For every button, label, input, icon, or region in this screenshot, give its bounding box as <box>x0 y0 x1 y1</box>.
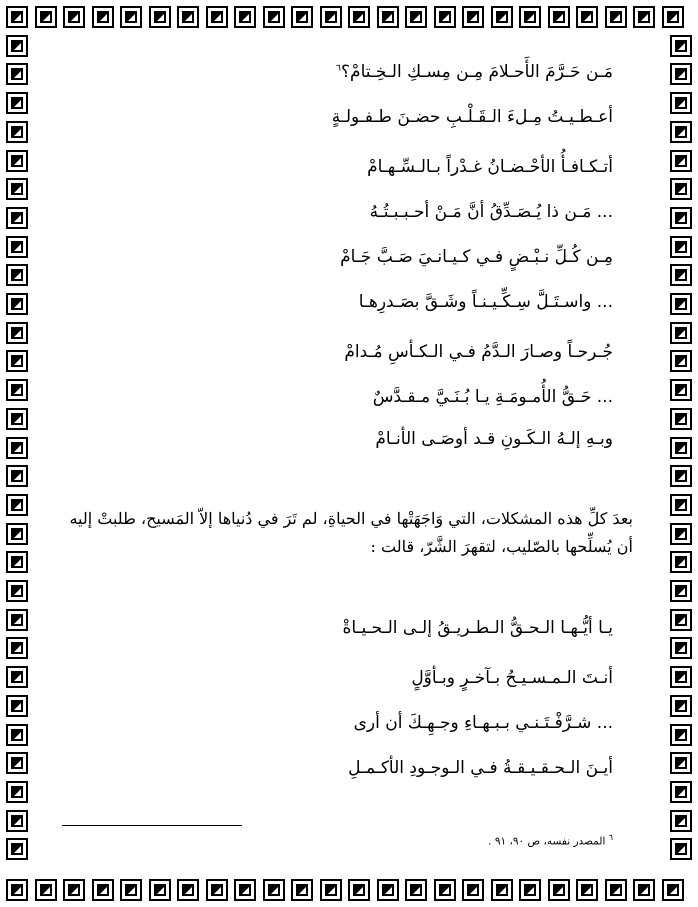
border-tile <box>670 350 692 372</box>
border-tile <box>377 879 399 901</box>
border-tile <box>6 35 28 57</box>
document-page <box>50 40 648 870</box>
footnote-separator <box>62 825 242 826</box>
footnote <box>488 833 613 848</box>
border-tile <box>6 6 28 28</box>
border-tile <box>6 666 28 688</box>
poem-line: جُـرحـاً وصـارَ الـدَّمُ فـي الـكـأسِ مُـدامْ <box>344 342 613 362</box>
border-tile <box>348 879 370 901</box>
border-tile <box>670 92 692 114</box>
poem-line: أتـكـافـأُ الأحْـضـانُ غـدْراً بـالـسِّـهـامْ <box>367 157 613 177</box>
border-tile <box>662 879 684 901</box>
border-tile <box>670 494 692 516</box>
border-tile <box>405 879 427 901</box>
border-tile <box>670 551 692 573</box>
border-tile <box>670 810 692 832</box>
poem-line: ... واسـتَـلَّ سِـكِّـيـنـاً وشَـقَّ بصَـدرِهـا <box>358 292 613 312</box>
border-tile <box>92 879 114 901</box>
border-tile <box>670 178 692 200</box>
border-tile <box>6 494 28 516</box>
border-tile <box>6 264 28 286</box>
border-tile <box>6 92 28 114</box>
border-tile <box>63 6 85 28</box>
border-tile <box>670 637 692 659</box>
border-tile <box>670 264 692 286</box>
border-tile <box>6 437 28 459</box>
poem-line: وبـهِ إلـهُ الـكَـونِ قـد أوصَـى الأنـامْ <box>375 429 613 449</box>
poem-line: أعـطـيـتُ مِـلءَ الـقَـلْـبِ حضـنَ طـفـولـةٍ <box>331 107 613 127</box>
border-tile <box>605 879 627 901</box>
border-tile <box>670 523 692 545</box>
border-tile <box>291 6 313 28</box>
prose-paragraph: بعدَ كلِّ هذه المشكلات، التي وَاجَهَتْها في الحياةِ، لم تَرَ في دُنياها إلاّ المَسيح، طلبتْ إليه أن يُسلِّحها بالصّليب، لتقهرَ الشَّرّ، قالت : <box>69 509 633 556</box>
border-tile <box>35 6 57 28</box>
poem-line: أيـنَ الـحـقـيـقـةُ فـي الـوجـودِ الأكـمـلِ <box>348 758 613 778</box>
border-tile <box>670 465 692 487</box>
border-tile <box>6 408 28 430</box>
border-tile <box>6 178 28 200</box>
border-tile <box>670 408 692 430</box>
border-tile <box>6 465 28 487</box>
border-tile <box>206 879 228 901</box>
footnote-text: المصدر نفسه، ص ٩٠، ٩١ . <box>488 835 606 848</box>
poem-line: ... شـرَّفْـتَـنـي بـبـهـاءِ وجـهِـكَ أن أرى <box>353 713 613 733</box>
border-tile <box>234 879 256 901</box>
border-tile <box>6 637 28 659</box>
border-tile <box>6 322 28 344</box>
border-tile <box>6 293 28 315</box>
border-tile <box>6 207 28 229</box>
border-tile <box>149 6 171 28</box>
poem-line: ... مَـن ذا يُـصَـدِّقُ أنَّ مَـنْ أحـبـبـتُـهُ <box>369 202 613 222</box>
poem-line: مِـن كُـلِّ نـبْـضٍ فـي كـيـانـيَ صَـبَّ جَـامْ <box>340 247 613 267</box>
border-tile <box>6 724 28 746</box>
border-tile <box>670 666 692 688</box>
border-tile <box>177 6 199 28</box>
poem-line: أنـتَ الـمـسـيـحُ بـآخـرٍ وبـأوَّلٍ <box>411 668 613 688</box>
border-tile <box>206 6 228 28</box>
border-tile <box>6 609 28 631</box>
border-tile <box>6 379 28 401</box>
border-tile <box>670 752 692 774</box>
border-tile <box>434 6 456 28</box>
border-tile <box>519 879 541 901</box>
border-tile <box>670 379 692 401</box>
border-tile <box>120 879 142 901</box>
border-tile <box>491 879 513 901</box>
poem-line: يـا أيُّـهـا الـحـقُّ الـطـريـقُ إلـى الـحـيـاةْ <box>342 618 613 638</box>
border-tile <box>35 879 57 901</box>
border-tile <box>6 752 28 774</box>
border-tile <box>120 6 142 28</box>
border-tile <box>670 437 692 459</box>
border-tile <box>605 6 627 28</box>
border-tile <box>6 695 28 717</box>
border-tile <box>519 6 541 28</box>
border-tile <box>576 6 598 28</box>
border-tile <box>670 322 692 344</box>
border-tile <box>263 6 285 28</box>
border-tile <box>92 6 114 28</box>
border-tile <box>6 63 28 85</box>
border-tile <box>670 580 692 602</box>
border-tile <box>670 724 692 746</box>
border-tile <box>6 551 28 573</box>
border-tile <box>434 879 456 901</box>
border-tile <box>633 6 655 28</box>
border-tile <box>670 293 692 315</box>
border-tile <box>63 879 85 901</box>
border-tile <box>670 207 692 229</box>
border-tile <box>662 6 684 28</box>
border-tile <box>6 879 28 901</box>
border-tile <box>405 6 427 28</box>
border-tile <box>670 236 692 258</box>
border-tile <box>149 879 171 901</box>
border-tile <box>320 6 342 28</box>
border-tile <box>348 6 370 28</box>
border-tile <box>670 609 692 631</box>
border-tile <box>6 523 28 545</box>
border-tile <box>6 810 28 832</box>
border-tile <box>670 838 692 860</box>
border-tile <box>670 695 692 717</box>
poem-line: ... حَـقُّ الأُمـومَـةِ يـا بُـنَـيَّ مـقـدَّسٌ <box>372 387 613 407</box>
border-tile <box>462 879 484 901</box>
border-tile <box>263 879 285 901</box>
border-tile <box>6 236 28 258</box>
border-tile <box>670 35 692 57</box>
border-tile <box>6 838 28 860</box>
border-tile <box>670 150 692 172</box>
border-tile <box>548 879 570 901</box>
border-tile <box>6 350 28 372</box>
footnote-reference: ٦ <box>336 63 342 74</box>
border-tile <box>670 121 692 143</box>
border-tile <box>6 121 28 143</box>
border-tile <box>291 879 313 901</box>
border-tile <box>6 580 28 602</box>
border-tile <box>320 879 342 901</box>
border-tile <box>377 6 399 28</box>
border-tile <box>462 6 484 28</box>
border-tile <box>633 879 655 901</box>
footnote-number: ٦ <box>608 833 613 842</box>
border-tile <box>177 879 199 901</box>
border-tile <box>670 63 692 85</box>
border-tile <box>548 6 570 28</box>
border-tile <box>491 6 513 28</box>
border-tile <box>576 879 598 901</box>
border-tile <box>6 150 28 172</box>
border-tile <box>234 6 256 28</box>
border-tile <box>670 781 692 803</box>
poem-line: مَـن حَـرَّمَ الأَحـلامَ مِـن مِسـكِ الـخِـتامْ؟$^٦$ <box>336 62 613 82</box>
border-tile <box>6 781 28 803</box>
